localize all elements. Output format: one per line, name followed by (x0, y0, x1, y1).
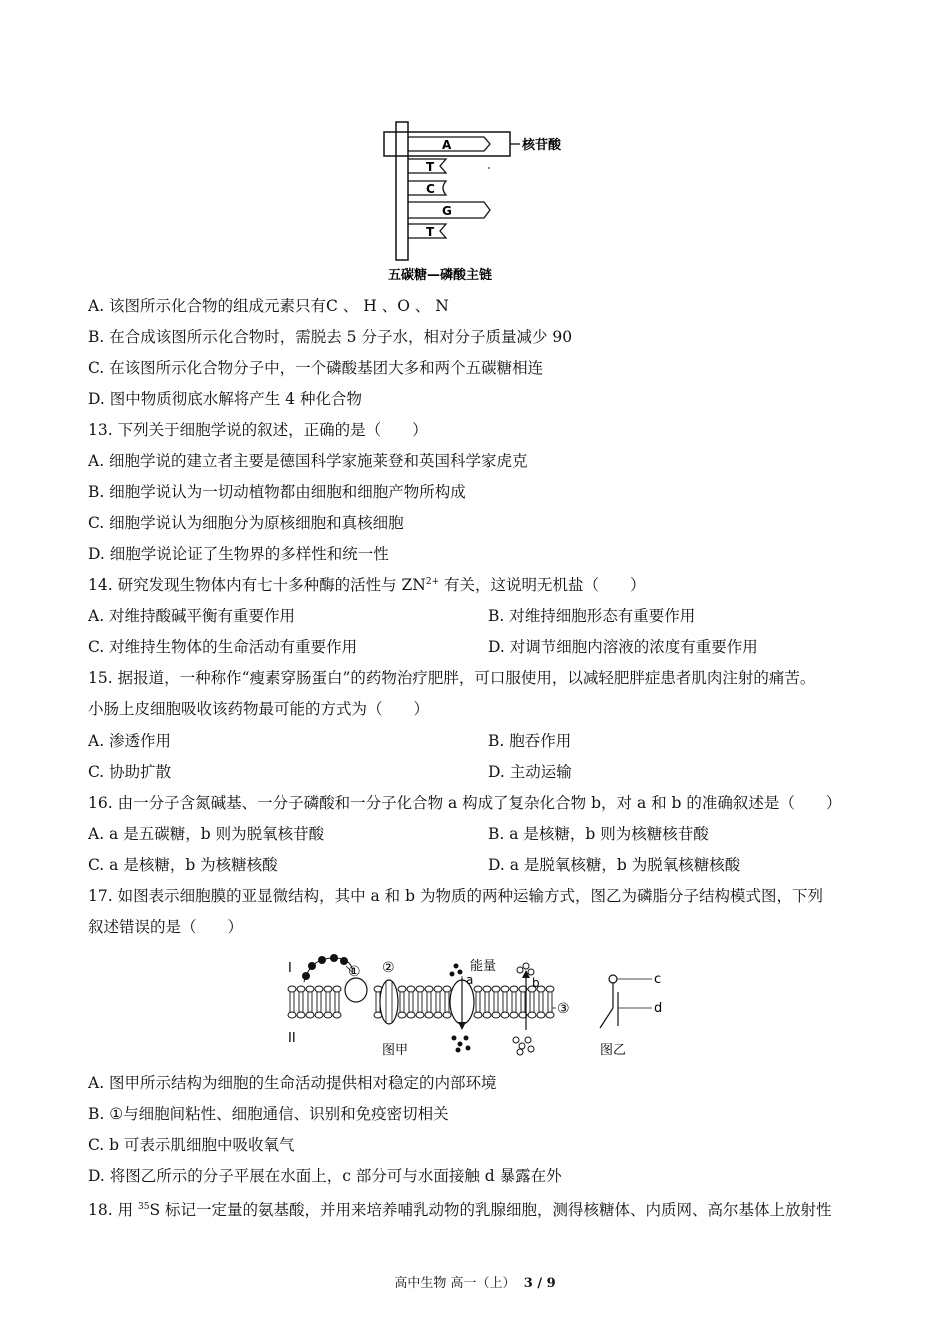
base-label: G (442, 204, 452, 218)
q14-option-a: A. 对维持酸碱平衡有重要作用 (88, 607, 296, 625)
q13-option-d: D. 细胞学说论证了生物界的多样性和统一性 (88, 545, 389, 563)
q12-option-d: D. 图中物质彻底水解将产生 4 种化合物 (88, 390, 362, 408)
q17-stem-line1: 17. 如图表示细胞膜的亚显微结构，其中 a 和 b 为物质的两种运输方式，图乙为磷脂分子结构模式图，下列 (88, 887, 823, 905)
q14-option-b: B. 对维持细胞形态有重要作用 (488, 607, 696, 625)
q12-option-c: C. 在该图所示化合物分子中，一个磷酸基团大多和两个五碳糖相连 (88, 359, 544, 377)
q16-option-b: B. a 是核糖，b 则为核糖核苷酸 (488, 825, 709, 843)
label-d: d (654, 1001, 663, 1016)
q13-option-a: A. 细胞学说的建立者主要是德国科学家施莱登和英国科学家虎克 (88, 452, 528, 470)
q14-option-c: C. 对维持生物体的生命活动有重要作用 (88, 638, 358, 656)
q16-option-a: A. a 是五碳糖，b 则为脱氧核苷酸 (88, 825, 325, 843)
q17-option-b: B. ①与细胞间粘性、细胞通信、识别和免疫密切相关 (88, 1105, 449, 1123)
q15-option-b: B. 胞吞作用 (488, 732, 572, 750)
q17-option-c: C. b 可表示肌细胞中吸收氧气 (88, 1136, 295, 1154)
q14-stem-tail: 有关，这说明无机盐（ ） (439, 576, 646, 594)
q15-option-a: A. 渗透作用 (88, 732, 172, 750)
cell-membrane-figure (282, 952, 672, 1062)
footer-course: 高中生物 高一（上） (394, 1276, 516, 1291)
q16-option-d: D. a 是脱氧核糖，b 为脱氧核糖核酸 (488, 856, 741, 874)
q18-superscript: 35 (138, 1202, 150, 1212)
label-1: ① (348, 964, 361, 980)
q13-stem: 13. 下列关于细胞学说的叙述，正确的是（ ） (88, 421, 428, 439)
page-number: 3 / 9 (523, 1276, 556, 1291)
q15-option-c: C. 协助扩散 (88, 763, 172, 781)
base-label: T (426, 160, 435, 174)
q14-stem-text: 14. 研究发现生物体内有七十多种酶的活性与 ZN (88, 576, 426, 594)
page-footer (0, 1272, 950, 1291)
backbone-label: 五碳糖—磷酸主链 (388, 268, 493, 283)
q18-stem (88, 1200, 832, 1220)
base-label: C (426, 182, 435, 196)
label-II: II (288, 1031, 296, 1046)
q18-stem-tail: S 标记一定量的氨基酸，并用来培养哺乳动物的乳腺细胞，测得核糖体、内质网、高尔基体上放射性 (149, 1201, 832, 1219)
q15-stem-line1: 15. 据报道，一种称作“瘦素穿肠蛋白”的药物治疗肥胖，可口服使用，以减轻肥胖症患者肌肉注射的痛苦。 (88, 669, 816, 687)
nucleotide-chain-figure (380, 118, 580, 288)
label-2: ② (382, 960, 395, 976)
q18-stem-text: 18. 用 (88, 1201, 139, 1219)
q13-option-c: C. 细胞学说认为细胞分为原核细胞和真核细胞 (88, 514, 404, 532)
nucleotide-label: 核苷酸 (522, 138, 562, 153)
q16-stem: 16. 由一分子含氮碱基、一分子磷酸和一分子化合物 a 构成了复杂化合物 b，对 a 和 b 的准确叙述是（ ） (88, 794, 842, 812)
label-b: b (532, 976, 540, 990)
base-label: T (426, 225, 435, 239)
q14-stem (88, 575, 646, 595)
q14-superscript: 2+ (425, 577, 440, 587)
label-I: I (288, 961, 292, 976)
q12-option-a: A. 该图所示化合物的组成元素只有C 、 H 、O 、 N (88, 297, 449, 315)
q13-option-b: B. 细胞学说认为一切动植物都由细胞和细胞产物所构成 (88, 483, 466, 501)
q17-option-a: A. 图甲所示结构为细胞的生命活动提供相对稳定的内部环境 (88, 1074, 497, 1092)
label-c: c (654, 972, 662, 987)
q15-option-d: D. 主动运输 (488, 763, 572, 781)
q17-stem-line2: 叙述错误的是（ ） (88, 918, 244, 936)
label-energy: 能量 (470, 959, 497, 974)
base-label: A (442, 138, 452, 152)
q16-option-c: C. a 是核糖，b 为核糖核酸 (88, 856, 278, 874)
caption-jia: 图甲 (382, 1043, 409, 1058)
label-a: a (466, 973, 474, 987)
q12-option-b: B. 在合成该图所示化合物时，需脱去 5 分子水，相对分子质量减少 90 (88, 328, 573, 346)
q14-option-d: D. 对调节细胞内溶液的浓度有重要作用 (488, 638, 758, 656)
q15-stem-line2: 小肠上皮细胞吸收该药物最可能的方式为（ ） (88, 700, 430, 718)
caption-yi: 图乙 (600, 1043, 627, 1058)
q17-option-d: D. 将图乙所示的分子平展在水面上，c 部分可与水面接触 d 暴露在外 (88, 1167, 562, 1185)
label-3: ③ (557, 1001, 570, 1017)
